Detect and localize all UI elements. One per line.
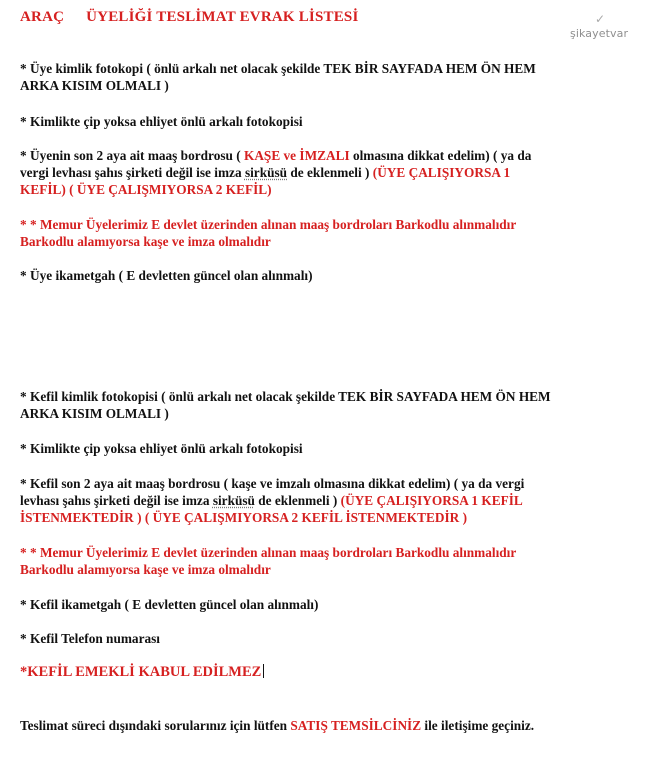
guarantor-civil-servant-note: * * Memur Üyelerimiz E devlet üzerinden alınan maaş bordroları Barkodlu alınmalıdır Barkodlu alamıyorsa kaşe ve imza olmalıdır — [20, 545, 517, 577]
retired-guarantor-notice: *KEFİL EMEKLİ KABUL EDİLMEZ — [20, 664, 630, 681]
member-residence: * Üye ikametgah ( E devletten güncel olan alınmalı) — [20, 268, 313, 283]
guarantor-id-copy: * Kefil kimlik fotokopisi ( önlü arkalı net olacak şekilde TEK BİR SAYFADA HEM ÖN HEM ARKA KISIM OLMALI ) — [20, 389, 551, 421]
guarantor-phone: * Kefil Telefon numarası — [20, 631, 160, 646]
guarantor-license: * Kimlikte çip yoksa ehliyet önlü arkalı fotokopisi — [20, 441, 303, 456]
document-title — [20, 9, 359, 26]
member-id-copy: * Üye kimlik fotokopi ( önlü arkalı net olacak şekilde TEK BİR SAYFADA HEM ÖN HEM ARKA KISIM OLMALI ) — [20, 61, 536, 93]
title-part-2: ÜYELİĞİ TESLİMAT EVRAK LİSTESİ — [86, 9, 359, 25]
sikayetvar-logo-icon: ✓ — [595, 12, 606, 26]
footer-contact-note: Teslimat süreci dışındaki sorularınız için lütfen SATIŞ TEMSİLCİNİZ ile iletişime geçiniz. — [20, 718, 535, 733]
watermark-text: şikayetvar — [570, 27, 629, 40]
member-civil-servant-note: * * Memur Üyelerimiz E devlet üzerinden alınan maaş bordroları Barkodlu alınmalıdır Barkodlu alamıyorsa kaşe ve imza olmalıdır — [20, 217, 517, 249]
guarantor-payslip: * Kefil son 2 aya ait maaş bordrosu ( kaşe ve imzalı olmasına dikkat edelim) ( ya da vergi levhası şahıs şirketi değil ise imza sirküsü de eklenmeli ) (ÜYE ÇALIŞIYORSA 1 KEFİL İSTENMEKTEDİR ) ( ÜYE ÇALIŞMIYORSA 2 KEFİL İSTENMEKTEDİR ) — [20, 476, 525, 525]
guarantor-residence: * Kefil ikametgah ( E devletten güncel olan alınmalı) — [20, 597, 319, 612]
member-license: * Kimlikte çip yoksa ehliyet önlü arkalı fotokopisi — [20, 114, 303, 129]
title-part-1: ARAÇ — [20, 9, 65, 25]
watermark-logo — [569, 10, 633, 42]
member-payslip: * Üyenin son 2 aya ait maaş bordrosu ( KAŞE ve İMZALI olmasına dikkat edelim) ( ya da vergi levhası şahıs şirketi değil ise imza sirküsü de eklenmeli ) (ÜYE ÇALIŞIYORSA 1 KEFİL) ( ÜYE ÇALIŞMIYORSA 2 KEFİL) — [20, 148, 532, 197]
text-cursor — [263, 664, 264, 678]
